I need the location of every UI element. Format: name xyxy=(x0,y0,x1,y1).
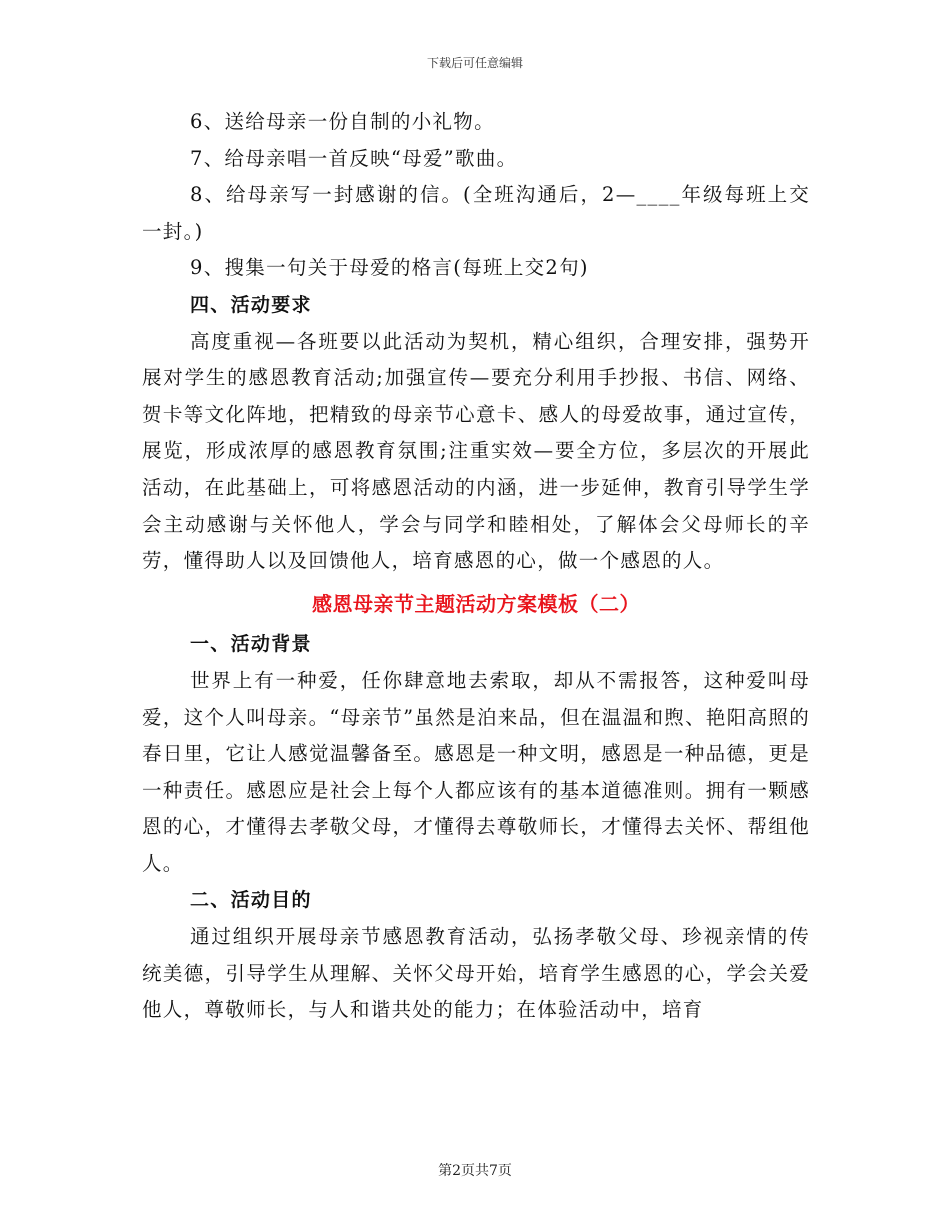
section-heading-background: 一、活动背景 xyxy=(190,633,312,656)
section-heading-requirements: 四、活动要求 xyxy=(190,293,312,316)
document-body xyxy=(142,104,810,1029)
requirements-paragraph: 高度重视—各班要以此活动为契机，精心组织，合理安排，强势开展对学生的感恩教育活动;加强宣传—要充分利用手抄报、书信、网络、贺卡等文化阵地，把精致的母亲节心意卡、感人的母爱故事，通过宣传，展览，形成浓厚的感恩教育氛围;注重实效—要全方位，多层次的开展此活动，在此基础上，可将感恩活动的内涵，进一步延伸，教育引导学生学会主动感谢与关怀他人，学会与同学和睦相处，了解体会父母师长的辛劳，懂得助人以及回馈他人，培育感恩的心，做一个感恩的人。 xyxy=(142,329,810,573)
section-title: 感恩母亲节主题活动方案模板（二） xyxy=(312,591,640,616)
list-item: 9、搜集一句关于母爱的格言(每班上交2句) xyxy=(190,256,589,280)
list-item: 7、给母亲唱一首反映“母爱”歌曲。 xyxy=(190,146,518,170)
purpose-paragraph: 通过组织开展母亲节感恩教育活动，弘扬孝敬父母、珍视亲情的传统美德，引导学生从理解、关怀父母开始，培育学生感恩的心，学会关爱他人，尊敬师长，与人和谐共处的能力；在体验活动中，培育 xyxy=(142,925,810,1022)
section-heading-purpose: 二、活动目的 xyxy=(190,889,312,912)
page-header-note: 下载后可任意编辑 xyxy=(426,56,523,70)
page-footer-number: 第2页共7页 xyxy=(438,1163,512,1179)
list-item: 6、送给母亲一份自制的小礼物。 xyxy=(190,110,495,133)
list-item: 8、给母亲写一封感谢的信。(全班沟通后，2—____年级每班上交一封。) xyxy=(142,183,810,243)
background-paragraph: 世界上有一种爱，任你肆意地去索取，却从不需报答，这种爱叫母爱，这个人叫母亲。“母亲节”虽然是泊来品，但在温温和煦、艳阳高照的春日里，它让人感觉温馨备至。感恩是一种文明，感恩是一种品德，更是一种责任。感恩应是社会上每个人都应该有的基本道德准则。拥有一颗感恩的心，才懂得去孝敬父母，才懂得去尊敬师长，才懂得去关怀、帮组他人。 xyxy=(142,668,810,875)
